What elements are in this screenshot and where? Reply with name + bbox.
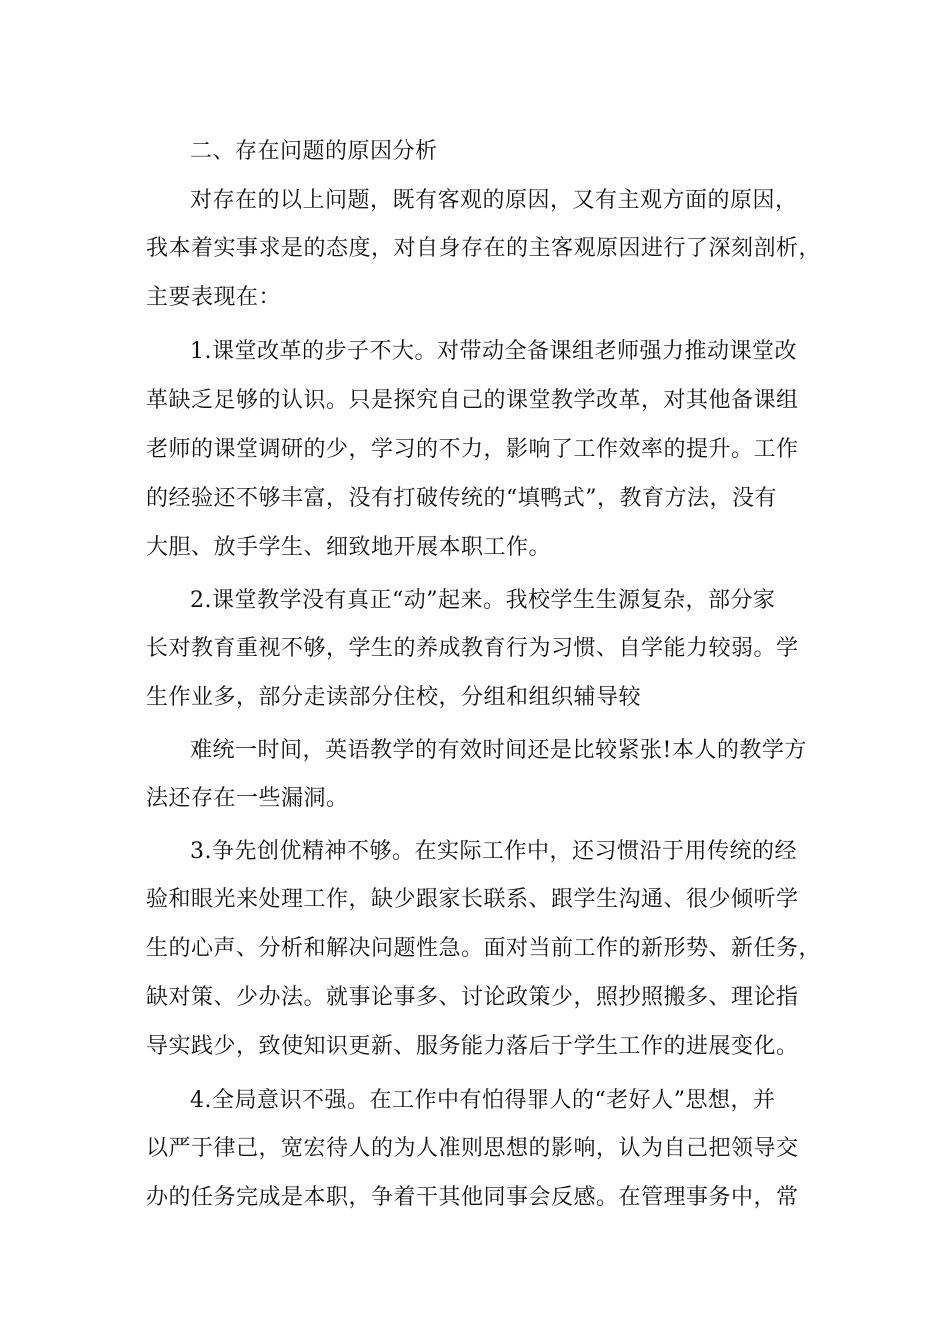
paragraph-line: 革缺乏足够的认识。只是探究自己的课堂教学改革，对其他备课组 [146, 388, 799, 413]
paragraph-line: 4.全局意识不强。在工作中有怕得罪人的“老好人”思想，并 [190, 1088, 776, 1113]
paragraph-line: 大胆、放手学生、细致地开展本职工作。 [146, 535, 552, 560]
paragraph-line: 生的心声、分析和解决问题性急。面对当前工作的新形势、新任务， [146, 936, 822, 961]
paragraph-line: 验和眼光来处理工作，缺少跟家长联系、跟学生沟通、很少倾听学 [146, 887, 799, 912]
paragraph-line: 以严于律己，宽宏待人的为人准则思想的影响，认为自己把领导交 [146, 1136, 799, 1161]
paragraph-line: 的经验还不够丰富，没有打破传统的“填鸭式”，教育方法，没有 [146, 486, 777, 511]
paragraph-line: 主要表现在： [146, 285, 282, 310]
section-heading: 二、存在问题的原因分析 [190, 139, 438, 164]
paragraph-line: 长对教育重视不够，学生的养成教育行为习惯、自学能力较弱。学 [146, 636, 799, 661]
paragraph-line: 2.课堂教学没有真正“动”起来。我校学生生源复杂，部分家 [190, 588, 776, 613]
paragraph-line: 我本着实事求是的态度，对自身存在的主客观原因进行了深刻剖析， [146, 236, 822, 261]
paragraph-line: 1.课堂改革的步子不大。对带动全备课组老师强力推动课堂改 [190, 339, 797, 364]
paragraph-line: 缺对策、少办法。就事论事多、讨论政策少，照抄照搬多、理论指 [146, 985, 799, 1010]
paragraph-line: 对存在的以上问题，既有客观的原因，又有主观方面的原因， [190, 188, 798, 213]
paragraph-line: 导实践少，致使知识更新、服务能力落后于学生工作的进展变化。 [146, 1034, 799, 1059]
paragraph-line: 3.争先创优精神不够。在实际工作中，还习惯沿于用传统的经 [190, 839, 797, 864]
paragraph-line: 难统一时间，英语教学的有效时间还是比较紧张!本人的教学方 [190, 738, 807, 763]
paragraph-line: 生作业多，部分走读部分住校，分组和组织辅导较 [146, 685, 642, 710]
paragraph-line: 办的任务完成是本职，争着干其他同事会反感。在管理事务中，常 [146, 1185, 799, 1210]
paragraph-line: 老师的课堂调研的少，学习的不力，影响了工作效率的提升。工作 [146, 437, 799, 462]
paragraph-line: 法还存在一些漏洞。 [146, 786, 349, 811]
